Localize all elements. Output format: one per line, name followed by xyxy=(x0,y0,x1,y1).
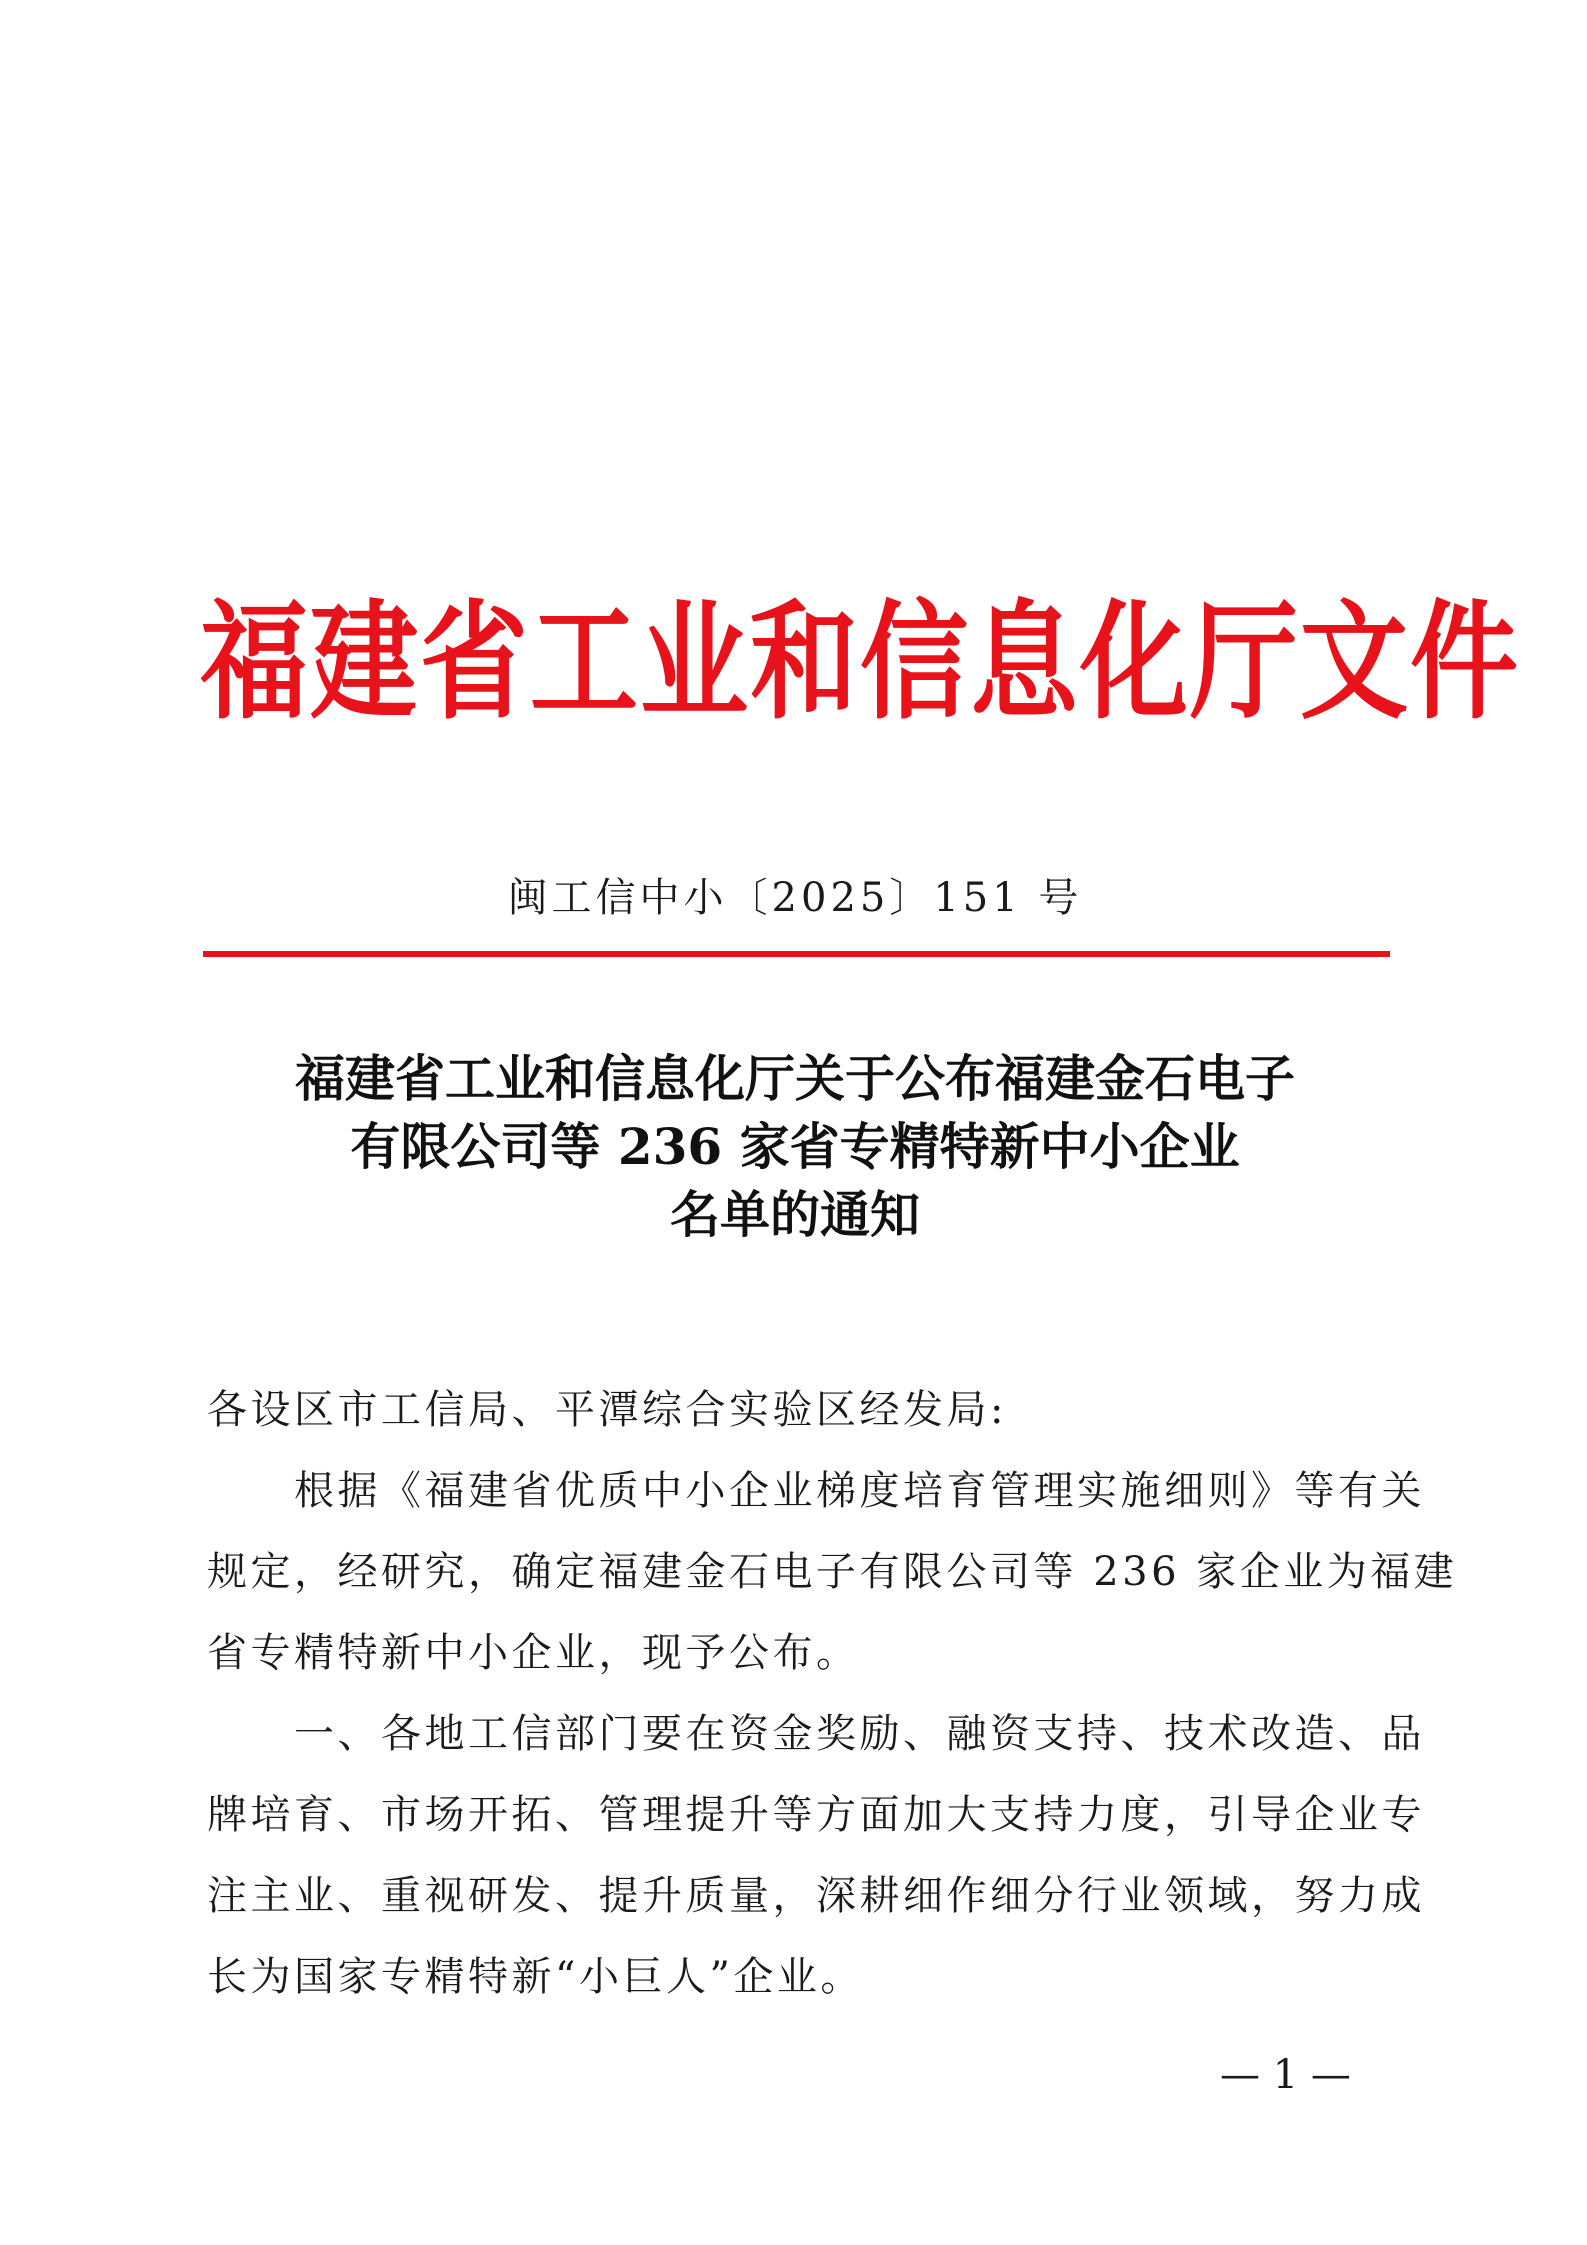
body-line: 牌培育、市场开拓、管理提升等方面加大支持力度，引导企业专 xyxy=(207,1792,1425,1838)
document-number: 闽工信中小〔2025〕151 号 xyxy=(507,875,1083,921)
body-text xyxy=(207,1370,1458,2018)
notice-title-line: 福建省工业和信息化厅关于公布福建金石电子 xyxy=(295,1049,1295,1108)
red-divider-rule xyxy=(203,951,1390,957)
body-line: 注主业、重视研发、提升质量，深耕细作细分行业领域，努力成 xyxy=(207,1873,1425,1919)
issuer-header-title: 福建省工业和信息化厅文件 xyxy=(200,589,1521,737)
page-number: — 1 — xyxy=(1220,2052,1351,2098)
notice-title-line: 名单的通知 xyxy=(670,1185,920,1244)
body-line: 根据《福建省优质中小企业梯度培育管理实施细则》等有关 xyxy=(207,1468,1425,1514)
body-line: 一、各地工信部门要在资金奖励、融资支持、技术改造、品 xyxy=(207,1711,1425,1757)
body-line: 省专精特新中小企业，现予公布。 xyxy=(207,1630,860,1676)
salutation-line: 各设区市工信局、平潭综合实验区经发局: xyxy=(207,1387,1007,1433)
notice-title-line: 有限公司等 236 家省专精特新中小企业 xyxy=(350,1117,1240,1176)
body-line: 规定，经研究，确定福建金石电子有限公司等 236 家企业为福建 xyxy=(207,1549,1458,1595)
body-line: 长为国家专精特新“小巨人”企业。 xyxy=(207,1954,864,2000)
notice-title xyxy=(200,1045,1390,1249)
